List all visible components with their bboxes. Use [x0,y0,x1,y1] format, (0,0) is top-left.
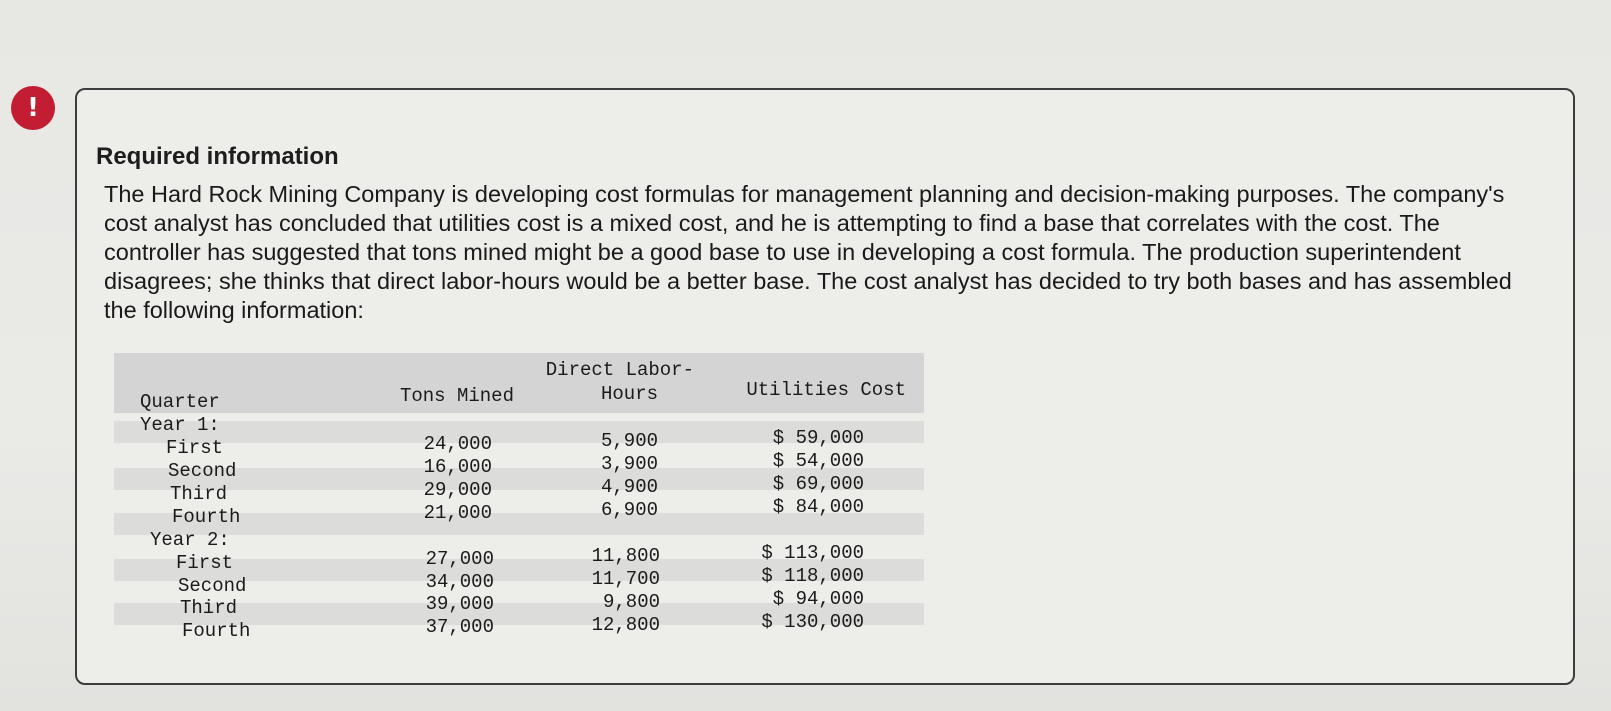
cost-cell: $ 84,000 [772,496,864,518]
cost-cell: $ 130,000 [761,611,864,633]
alert-icon: ! [11,86,55,130]
card-title: Required information [96,143,339,170]
cost-cell: $ 118,000 [761,565,864,587]
header-quarter: Quarter [140,391,220,413]
data-table [114,353,924,653]
dlh-cell: 9,800 [602,591,660,613]
tons-cell: 24,000 [423,433,492,455]
quarter-cell: First [166,437,224,459]
cost-cell: $ 69,000 [772,473,864,495]
header-utilities-cost: Utilities Cost [746,379,906,401]
tons-cell: 27,000 [425,548,494,570]
quarter-cell: First [176,552,234,574]
dlh-cell: 5,900 [600,430,658,452]
dlh-cell: 11,800 [591,545,660,567]
header-tons-mined: Tons Mined [399,385,514,407]
dlh-cell: 4,900 [600,476,658,498]
quarter-cell: Third [180,597,238,619]
quarter-cell: Fourth [172,506,241,528]
quarter-cell: Third [170,483,228,505]
header-direct-labor-line1: Direct Labor- [545,359,694,381]
dlh-cell: 3,900 [600,453,658,475]
tons-cell: 34,000 [425,571,494,593]
tons-cell: 39,000 [425,593,494,615]
cost-cell: $ 94,000 [772,588,864,610]
dlh-cell: 6,900 [600,499,658,521]
year1-label: Year 1: [140,414,220,436]
tons-cell: 16,000 [423,456,492,478]
header-direct-labor-line2: Hours [600,383,658,405]
quarter-cell: Fourth [182,620,251,642]
intro-paragraph: The Hard Rock Mining Company is developing cost formulas for management planning and decision-making purposes. The company's cost analyst has concluded that utilities cost is a mixed cost, and he is attempting to find a base that correlates with the cost. The controller has suggested that tons mined might be a good base to use in developing a cost formula. The production superintendent disagrees; she thinks that direct labor-hours would be a better base. The cost analyst has decided to try both bases and has assembled the following information: [104,181,1512,323]
quarter-cell: Second [178,575,247,597]
tons-cell: 29,000 [423,479,492,501]
cost-cell: $ 113,000 [761,542,864,564]
year2-label: Year 2: [150,529,230,551]
dlh-cell: 11,700 [591,568,660,590]
tons-cell: 21,000 [423,502,492,524]
quarter-cell: Second [168,460,237,482]
tons-cell: 37,000 [425,616,494,638]
cost-cell: $ 54,000 [772,450,864,472]
dlh-cell: 12,800 [591,614,660,636]
cost-cell: $ 59,000 [772,427,864,449]
